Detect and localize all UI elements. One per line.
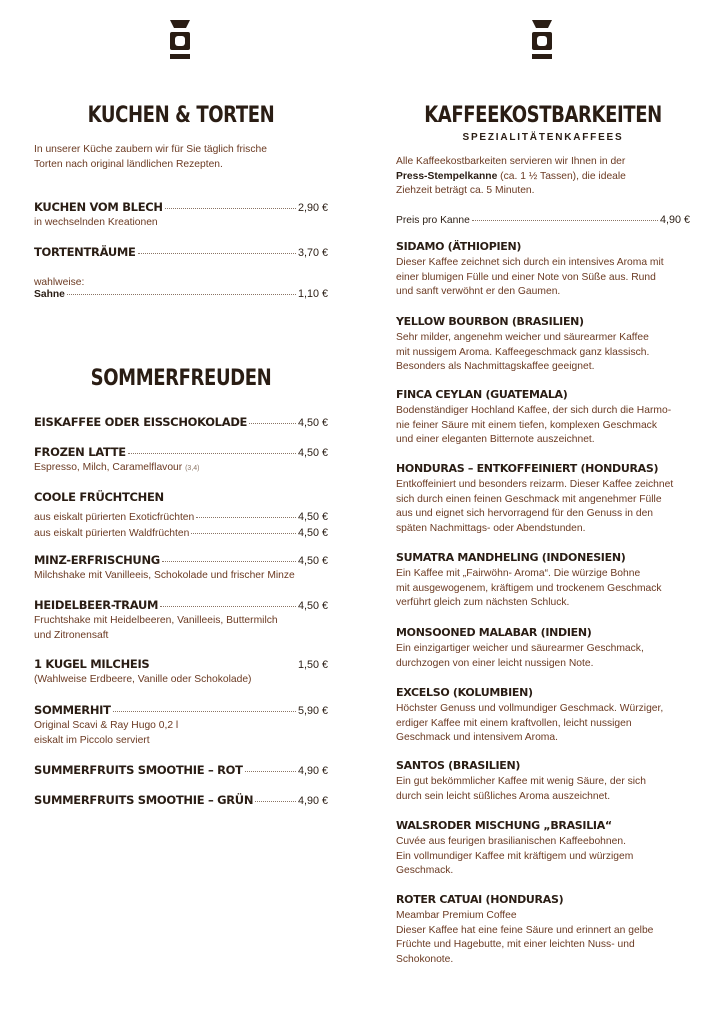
coffee-item (396, 462, 690, 536)
coffee-item (396, 315, 690, 375)
coffee-name: FINCA CEYLAN (GUATEMALA) (396, 388, 568, 401)
kaffee-intro (396, 155, 690, 199)
coffee-desc-line: Schokonote. (396, 953, 454, 965)
coffee-desc-line: Dieser Kaffee hat eine feine Säure und erinnert an gelbe (396, 924, 654, 936)
option-name: Sahne (34, 289, 65, 300)
dot-leader (160, 606, 296, 607)
coffee-desc-line: erdiger Kaffee mit einem kraftvollen, leicht nussigen (396, 717, 632, 729)
dot-leader (472, 220, 658, 221)
section-title-sommer: SOMMERFREUDEN (90, 366, 272, 391)
menu-item-eiskaffee (34, 415, 328, 429)
section-title-kaffee: KAFFEEKOSTBARKEITEN (424, 103, 662, 128)
sub-item-price: 4,50 € (297, 526, 328, 539)
intro-line: Alle Kaffeekostbarkeiten servieren wir Ihnen in der (396, 156, 626, 167)
item-name: SOMMERHIT (34, 703, 111, 717)
coffee-desc-line: und einer eleganten Bitternote auszeichnet. (396, 434, 595, 446)
coffee-item (396, 551, 690, 611)
coffee-desc-line: durch sein leicht süßliches Aroma auszeichnet. (396, 790, 611, 802)
coffee-desc-line: einer blumigen Fülle und einer Note von Süße aus. Rund (396, 271, 656, 283)
coffee-desc-line: nie feiner Säure mit einem tiefen, komplexen Geschmack (396, 419, 657, 431)
coffee-desc-line: Geschmack und intensivem Aroma. (396, 732, 558, 744)
item-desc (34, 614, 328, 643)
option-block (34, 277, 328, 300)
coffee-item (396, 759, 690, 804)
menu-item-milcheis (34, 657, 328, 688)
sub-item-price: 4,50 € (297, 511, 328, 523)
item-name: HEIDELBEER-TRAUM (34, 598, 159, 612)
coffee-name: YELLOW BOURBON (BRASILIEN) (396, 315, 584, 328)
coffee-desc (396, 775, 690, 804)
kuchen-intro (34, 143, 328, 172)
coffee-item (396, 240, 690, 300)
coffee-name: SIDAMO (ÄTHIOPIEN) (396, 240, 522, 253)
allergen-note: (3,4) (185, 465, 200, 472)
price-value: 4,90 € (659, 214, 690, 226)
menu-item-sommerhit (34, 703, 328, 748)
coffee-name: EXCELSO (KOLUMBIEN) (396, 686, 533, 699)
item-name: KUCHEN VOM BLECH (34, 200, 163, 214)
item-price: 4,50 € (297, 417, 328, 429)
coffee-desc-line: sich durch einen feinen Geschmack mit angenehmer Fülle (396, 493, 662, 505)
coffee-desc-line: Meambar Premium Coffee (396, 910, 517, 921)
dot-leader (255, 801, 296, 802)
intro-line: Torten nach original ländlichen Rezepten. (34, 158, 223, 170)
item-price: 4,90 € (297, 765, 328, 777)
coffee-item (396, 893, 690, 967)
sub-item-name: aus eiskalt pürierten Exoticfrüchten (34, 512, 195, 523)
coffee-name: MONSOONED MALABAR (INDIEN) (396, 626, 592, 639)
coffee-desc (396, 909, 690, 967)
menu-item-frozen-latte (34, 445, 328, 477)
coffee-desc-line: Höchster Genuss und vollmundiger Geschmack. Würziger, (396, 703, 664, 714)
coffee-desc-line: Dieser Kaffee zeichnet sich durch ein intensives Aroma mit (396, 257, 664, 268)
coffee-item (396, 686, 690, 746)
sub-item-name: aus eiskalt pürierten Waldfrüchten (34, 527, 190, 539)
menu-item-tortentraeume (34, 245, 328, 259)
item-name: SUMMERFRUITS SMOOTHIE – ROT (34, 763, 243, 777)
coffee-desc (396, 567, 690, 611)
coffee-desc (396, 835, 690, 879)
sub-item (34, 510, 328, 526)
coffee-desc-line: Entkoffeiniert und besonders reizarm. Dieser Kaffee zeichnet (396, 479, 674, 490)
item-desc (34, 461, 328, 477)
coffee-desc-line: Ein gut bekömmlicher Kaffee mit wenig Säure, der sich (396, 776, 646, 787)
dot-leader (249, 423, 296, 424)
item-desc (34, 719, 328, 748)
item-price: 2,90 € (297, 202, 328, 214)
item-name: COOLE FRÜCHTCHEN (34, 490, 164, 504)
coffee-desc (396, 642, 690, 671)
coffee-desc (396, 702, 690, 746)
item-name: 1 KUGEL MILCHEIS (34, 657, 150, 671)
coffee-desc (396, 256, 690, 300)
menu-item-minz (34, 553, 328, 584)
item-name: FROZEN LATTE (34, 445, 126, 459)
intro-line: In unserer Küche zaubern wir für Sie täglich frische (34, 144, 267, 155)
dot-leader (245, 771, 296, 772)
desc-line: Fruchtshake mit Heidelbeeren, Vanilleeis, Buttermilch (34, 615, 278, 626)
coffee-desc-line: und sanft verwöhnt er den Gaumen. (396, 286, 561, 298)
item-name: TORTENTRÄUME (34, 245, 136, 259)
menu-item-smoothie-gruen (34, 793, 328, 807)
item-name: MINZ-ERFRISCHUNG (34, 553, 160, 567)
item-desc: in wechselnden Kreationen (34, 217, 158, 228)
item-name: SUMMERFRUITS SMOOTHIE – GRÜN (34, 793, 254, 807)
item-desc-text: Espresso, Milch, Caramelflavour (34, 462, 183, 473)
coffee-name: SUMATRA MANDHELING (INDONESIEN) (396, 551, 626, 564)
coffee-name: SANTOS (BRASILIEN) (396, 759, 521, 772)
coffee-desc (396, 478, 690, 536)
desc-line: Original Scavi & Ray Hugo 0,2 l (34, 720, 179, 731)
coffee-desc-line: Bodenständiger Hochland Kaffee, der sich durch die Harmo- (396, 405, 672, 416)
price-per-pot (396, 214, 690, 226)
dot-leader (162, 561, 296, 562)
dot-leader (138, 253, 296, 254)
coffee-desc-line: Ein vollmundiger Kaffee mit kräftigem und würzigem (396, 850, 634, 862)
coffee-item (396, 388, 690, 448)
intro-line (396, 170, 690, 185)
intro-rest: (ca. 1 ½ Tassen), die ideale (497, 170, 626, 182)
item-desc: Milchshake mit Vanilleeis, Schokolade und frischer Minze (34, 570, 295, 581)
intro-line: Ziehzeit beträgt ca. 5 Minuten. (396, 185, 535, 196)
coffee-name: HONDURAS – ENTKOFFEINIERT (HONDURAS) (396, 462, 659, 475)
item-price: 4,50 € (297, 447, 328, 459)
dot-leader (113, 711, 296, 712)
coffee-desc-line: Sehr milder, angenehm weicher und säurearmer Kaffee (396, 332, 649, 343)
item-price: 3,70 € (297, 247, 328, 259)
section-subtitle: SPEZIALITÄTENKAFFEES (462, 132, 624, 143)
section-title-kuchen: KUCHEN & TORTEN (87, 103, 275, 128)
option-label: wahlweise: (34, 277, 85, 288)
right-column (396, 0, 690, 1024)
item-price: 4,50 € (297, 600, 328, 612)
coffee-desc-line: Ein Kaffee mit „Fairwöhn- Aroma“. Die würzige Bohne (396, 568, 641, 579)
coffee-desc-line: Cuvée aus feurigen brasilianischen Kaffeebohnen. (396, 836, 626, 847)
dot-leader (165, 208, 296, 209)
intro-bold: Press-Stempelkanne (396, 170, 498, 182)
coffee-desc-line: Früchte und Hagebutte, mit einer leichten Nuss- und (396, 939, 635, 951)
coffee-desc-line: Geschmack. (396, 865, 454, 877)
menu-item-heidelbeer (34, 598, 328, 643)
price-label: Preis pro Kanne (396, 215, 470, 226)
item-price: 5,90 € (297, 705, 328, 717)
dot-leader (67, 294, 296, 295)
coffee-desc-line: mit nussigem Aroma. Kaffeegeschmack ganz klassisch. (396, 346, 650, 358)
coffee-desc-line: mit ausgewogenem, kräftigem und trockenem Geschmack (396, 582, 662, 594)
coffee-desc-line: durchzogen von einer leicht nussigen Note. (396, 657, 594, 669)
sub-item (34, 526, 328, 542)
option-price: 1,10 € (297, 288, 328, 300)
coffee-desc-line: späten Nachmittags- oder Abendstunden. (396, 522, 586, 534)
coffee-item (396, 626, 690, 671)
item-price: 4,90 € (297, 795, 328, 807)
dot-leader (128, 453, 296, 454)
dot-leader (191, 533, 296, 534)
coffee-name: WALSRODER MISCHUNG „BRASILIA“ (396, 819, 612, 832)
coffee-desc-line: Ein einzigartiger weicher und säurearmer Geschmack, (396, 643, 644, 654)
coffee-desc (396, 331, 690, 375)
menu-item-coole-fruechtchen (34, 490, 328, 541)
left-column (34, 0, 328, 1024)
item-price: 4,50 € (297, 555, 328, 567)
coffee-name: ROTER CATUAI (HONDURAS) (396, 893, 564, 906)
coffee-item (396, 819, 690, 879)
item-name: EISKAFFEE ODER EISSCHOKOLADE (34, 415, 248, 429)
menu-item-smoothie-rot (34, 763, 328, 777)
item-desc: (Wahlweise Erdbeere, Vanille oder Schokolade) (34, 674, 252, 685)
item-price: 1,50 € (297, 659, 328, 671)
menu-item-kuchen-vom-blech (34, 200, 328, 231)
coffee-desc-line: Besonders als Nachmittagskaffee geeignet. (396, 361, 595, 373)
desc-line: und Zitronensaft (34, 629, 109, 641)
coffee-desc (396, 404, 690, 448)
coffee-desc-line: aus und eignet sich hervorragend für den Genuss in den (396, 508, 654, 520)
desc-line: eiskalt im Piccolo serviert (34, 734, 150, 746)
dot-leader (196, 517, 296, 518)
coffee-desc-line: verführt gleich zum nächsten Schluck. (396, 597, 570, 609)
